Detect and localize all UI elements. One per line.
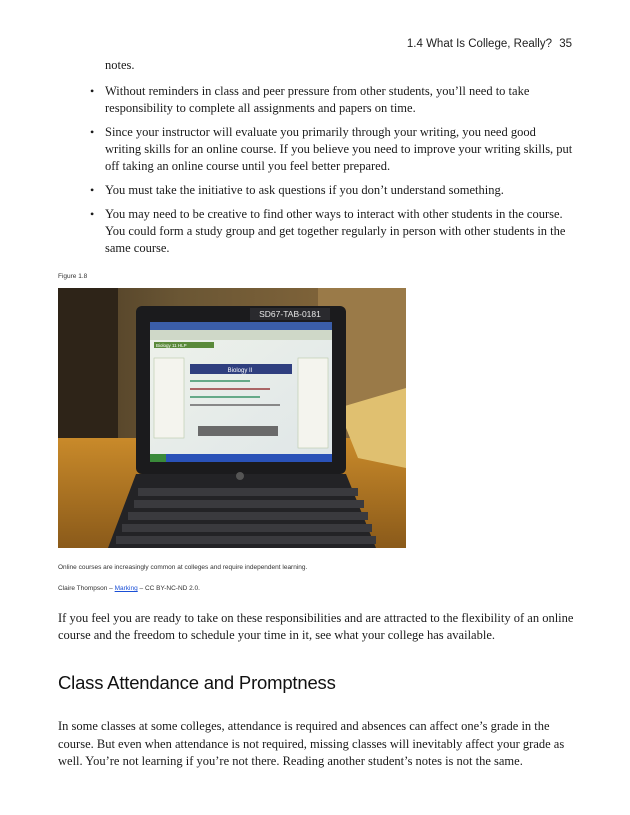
- credit-author: Claire Thompson –: [58, 585, 115, 592]
- body-paragraph: If you feel you are ready to take on these responsibilities and are attracted to the flexibility of an online course and the freedom to schedule your time in it, see what your college has available.: [58, 611, 574, 642]
- header-section-title: 1.4 What Is College, Really?: [406, 38, 552, 50]
- screen-course-title: Biology 11 HLP: [156, 343, 187, 348]
- continued-text: notes.: [105, 58, 135, 72]
- bullet-item: • Without reminders in class and peer pressure from other students, you’ll need to take responsibility to complete all assignments and papers on time.: [58, 83, 574, 117]
- bullet-list: [58, 83, 574, 257]
- laptop-photo: [58, 288, 406, 548]
- figure-caption: Online courses are increasingly common at colleges and require independent learning.: [58, 564, 308, 571]
- page-number: 35: [559, 38, 572, 50]
- screen-banner-text: Biology II: [227, 368, 253, 374]
- figure-credit: [58, 585, 574, 592]
- credit-source-link[interactable]: Marking: [114, 585, 138, 592]
- page-content: [58, 58, 574, 771]
- credit-license: – CC BY-NC-ND 2.0.: [137, 585, 200, 592]
- body-paragraph: In some classes at some colleges, attendance is required and absences can affect one’s grade in the course. But even when attendance is not required, missing classes will inevitably affect your grade as well. You’re not learning if you’re not there. Reading another student’s notes is not the same.: [58, 719, 565, 768]
- bullet-item: • You may need to be creative to find other ways to interact with other students in the course. You could form a study group and get together regularly in person with other students in the same course.: [58, 206, 574, 257]
- laptop-sticker-text: SD67-TAB-0181: [259, 309, 321, 319]
- running-header: [407, 38, 572, 50]
- bullet-item: • Since your instructor will evaluate you primarily through your writing, you need good writing skills for an online course. If you believe you need to improve your writing skills, put off taking an online course until you feel better prepared.: [58, 124, 574, 175]
- section-heading: Class Attendance and Promptness: [58, 672, 336, 693]
- figure-label: Figure 1.8: [58, 273, 88, 280]
- bullet-item: • You must take the initiative to ask questions if you don’t understand something.: [58, 182, 574, 199]
